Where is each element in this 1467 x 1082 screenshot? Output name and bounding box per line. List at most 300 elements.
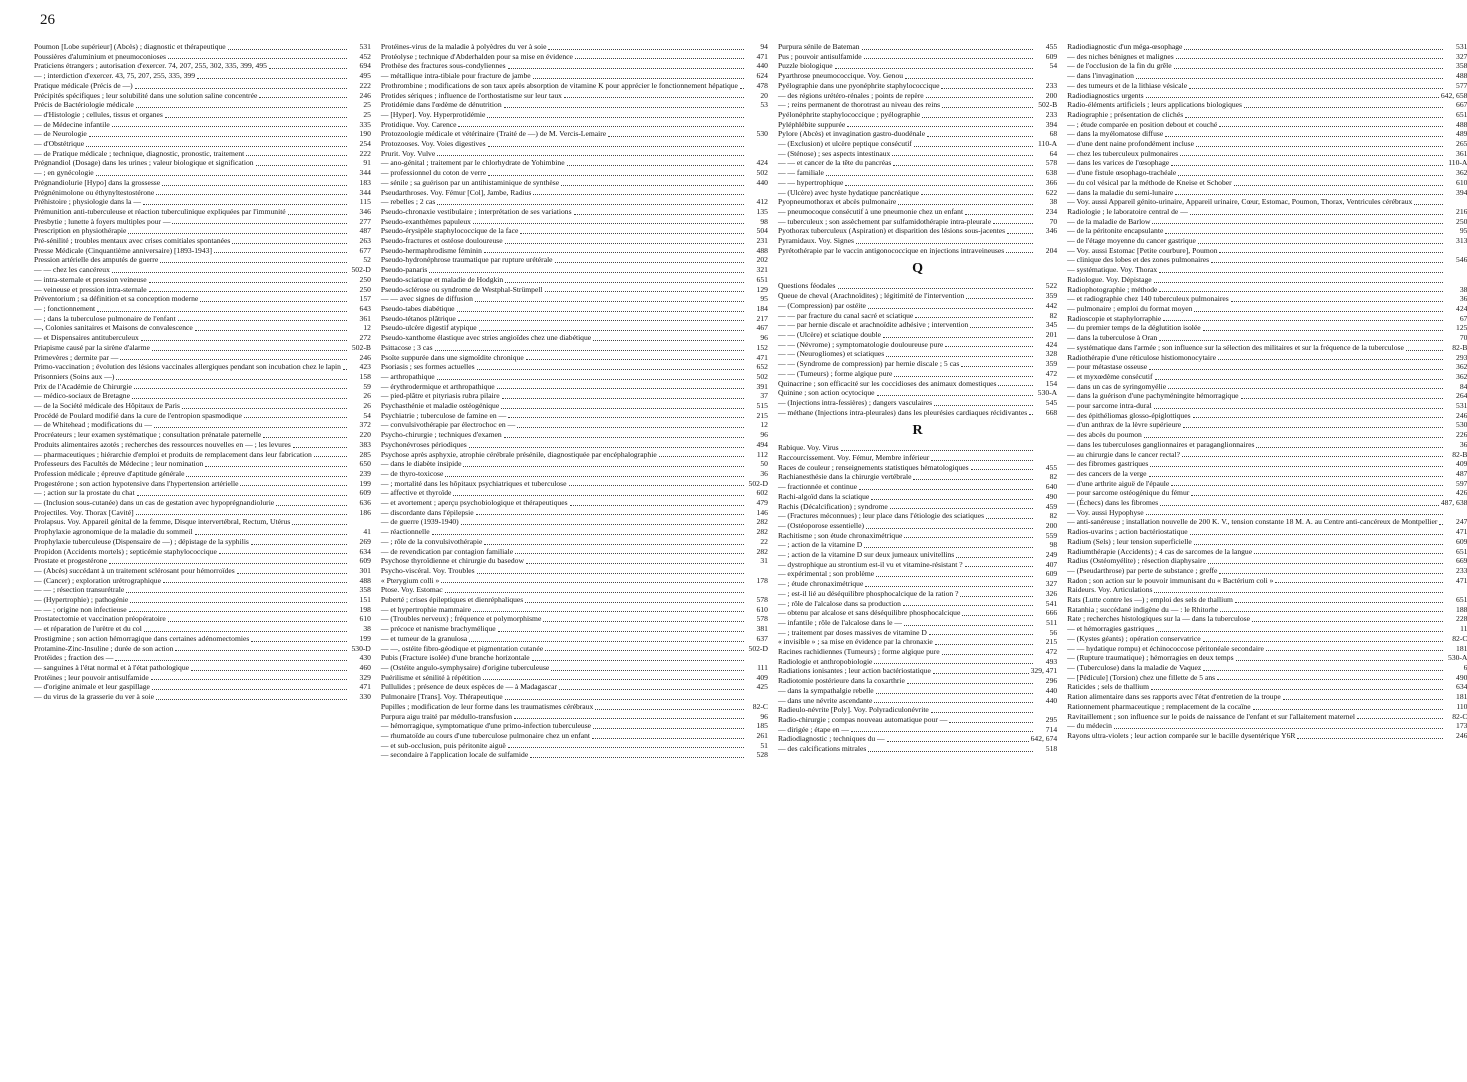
leader-dots [1203, 329, 1444, 331]
index-entry [381, 450, 768, 460]
leader-dots [149, 290, 347, 292]
index-entry [778, 207, 1057, 217]
index-entry [1067, 314, 1467, 324]
index-entry [381, 731, 768, 741]
index-entry [381, 644, 768, 654]
index-entry-term: Rationnement pharmaceutique ; remplacement de la cocaïne [1067, 701, 1251, 711]
index-entry [778, 676, 1057, 686]
index-entry-page: 651 [1456, 546, 1467, 556]
leader-dots [907, 682, 1033, 684]
index-entry-term: — dans les varices de l'œsophage [1067, 158, 1170, 168]
index-entry-page: 246 [359, 90, 371, 100]
index-entry [381, 42, 768, 52]
index-entry-page: 115 [359, 197, 371, 207]
index-entry-term: — pour sarcome ostéogénique du fémur [1067, 488, 1190, 498]
index-entry-page: 502 [756, 371, 768, 381]
index-columns [34, 42, 1467, 1072]
index-entry-page: 157 [359, 294, 371, 304]
leader-dots [163, 581, 347, 583]
index-entry [778, 188, 1057, 198]
index-entry-page: 59 [363, 381, 371, 391]
index-entry [381, 91, 768, 101]
index-entry-term: — (Fractures méconnues) ; leur place dans l'étiologie des sciatiques [777, 511, 985, 521]
index-entry-page: 442 [1045, 300, 1058, 310]
index-entry [381, 129, 768, 139]
index-entry-term: — (Troubles nerveux) ; fréquence et polymorphisme [380, 614, 542, 624]
index-entry-page: 239 [359, 468, 371, 478]
index-entry [381, 158, 768, 168]
index-entry [381, 614, 768, 624]
index-entry-page: 326 [1045, 588, 1058, 598]
index-entry [381, 71, 768, 81]
leader-dots [564, 96, 744, 98]
index-entry-term: Rachis (Décalcification) ; syndrome [777, 501, 888, 511]
index-entry-term: — ; action sur la prostate du chat [34, 488, 135, 498]
index-entry-page: 96 [760, 333, 768, 343]
index-entry [1067, 624, 1467, 634]
leader-dots [1154, 591, 1443, 593]
index-entry [1067, 469, 1467, 479]
index-entry-term: — [Pédicule] (Torsion) chez une fillette de 5 ans [1067, 672, 1216, 682]
leader-dots [904, 624, 1033, 626]
index-entry-term: Pseudo-hermaphrodisme féminin [380, 245, 482, 255]
index-entry-term: — et hypertrophie mammaire [380, 604, 471, 614]
leader-dots [1160, 504, 1439, 506]
index-entry-term: — et réparation de l'urètre et du col [34, 624, 142, 634]
leader-dots [508, 67, 744, 69]
index-entry-page: 233 [1456, 565, 1467, 575]
leader-dots [501, 407, 744, 409]
leader-dots [1163, 319, 1443, 321]
index-entry-page: 489 [1456, 129, 1467, 139]
index-entry [34, 508, 371, 518]
index-entry [1067, 479, 1467, 489]
leader-dots [276, 504, 347, 506]
leader-dots [862, 48, 1034, 50]
leader-dots [1194, 543, 1444, 545]
index-entry [381, 702, 768, 712]
index-entry-page: 226 [1456, 430, 1467, 440]
leader-dots [926, 96, 1034, 98]
index-entry-page: 487, 638 [1440, 498, 1467, 508]
index-entry-term: Prostatectomie et vaccination préopératoire [34, 614, 166, 624]
leader-dots [505, 698, 744, 700]
index-entry-page: 577 [1456, 80, 1467, 90]
leader-dots [1171, 484, 1443, 486]
index-entry [778, 560, 1057, 570]
index-entry-term: Radio-chirurgie ; compas nouveau automatique pour — [777, 715, 948, 724]
leader-dots [1220, 610, 1443, 612]
index-entry [1067, 508, 1467, 518]
index-entry [1067, 285, 1467, 295]
index-entry [778, 120, 1057, 130]
leader-dots [160, 261, 347, 263]
index-entry-term: Protéines ; leur pouvoir antisulfamide [34, 672, 149, 682]
index-entry-page: 190 [359, 129, 371, 139]
leader-dots [497, 387, 744, 389]
index-entry-term: Pylore (Abcès) et invagination gastro-duodénale [777, 129, 926, 139]
leader-dots [933, 672, 1029, 674]
index-entry-term: — médico-sociaux de Bretagne [34, 391, 130, 401]
leader-dots [469, 640, 744, 642]
leader-dots [143, 203, 347, 205]
index-entry-page: 329, 471 [1030, 666, 1058, 676]
leader-dots [893, 164, 1033, 166]
index-entry-page: 54 [363, 410, 371, 420]
index-entry-term: Pseudo-hydronéphrose traumatique par rupture urétérale [380, 255, 553, 265]
index-entry [34, 411, 371, 421]
index-entry-page: 296 [1045, 676, 1058, 686]
index-entry-term: Prolapsus. Voy. Appareil génital de la femme, Disque intervertébral, Rectum, Utérus [34, 517, 291, 527]
index-entry [381, 323, 768, 333]
index-entry-page: 26 [363, 391, 371, 401]
index-entry-term: Prescription en physiothérapie [34, 226, 127, 236]
index-entry [381, 682, 768, 692]
index-entry-term: Praticiens étrangers ; autorisation d'exercer. 74, 207, 255, 302, 335, 399, 495 [34, 61, 267, 71]
leader-dots [886, 355, 1033, 357]
index-entry-page: 642, 658 [1440, 90, 1467, 100]
leader-dots [1178, 174, 1443, 176]
index-entry-term: — arthropathique [380, 371, 435, 381]
leader-dots [864, 546, 1033, 548]
index-entry [778, 492, 1057, 502]
index-entry-page: 344 [359, 187, 371, 197]
index-entry-term: « invisible » ; sa mise en évidence par la chronaxie [777, 637, 933, 647]
index-entry-page: 559 [1045, 530, 1058, 540]
index-entry-term: Psycho-viscéral. Voy. Troubles [380, 565, 475, 575]
index-entry-term: Radiothérapie d'une réticulose histiomonocytaire [1067, 352, 1216, 362]
leader-dots [437, 203, 744, 205]
index-entry [34, 81, 371, 91]
leader-dots [555, 261, 744, 263]
index-entry-term: Presse Médicale (Cinquantième anniversaire) [1893-1943] [34, 245, 212, 255]
index-entry-term: Protéolyse ; technique d'Abderhalden pour sa mise en évidence [380, 51, 573, 61]
leader-dots [965, 213, 1033, 215]
index-entry-page: 494 [756, 439, 768, 449]
index-entry-page: 247 [1456, 517, 1467, 527]
index-entry-term: Protamine-Zinc-Insuline ; durée de son action [34, 643, 174, 653]
index-entry-page: 478 [756, 80, 768, 90]
index-entry-page: 597 [1456, 478, 1467, 488]
leader-dots [865, 585, 1033, 587]
index-entry-page: 609 [359, 488, 371, 498]
leader-dots [868, 307, 1033, 309]
index-entry [381, 188, 768, 198]
index-entry [34, 585, 371, 595]
index-entry-page: 38 [1049, 197, 1058, 207]
index-entry-page: 455 [1045, 462, 1058, 472]
index-entry-term: Produits alimentaires azotés ; recherches des ressources nouvelles en — ; les levures [34, 439, 291, 449]
index-entry-term: — dans une névrite ascendante [777, 695, 873, 705]
index-entry-term: Procédé de Poulard modifié dans la cure de l'entropion spasmodique [34, 410, 242, 420]
index-entry-term: — pharmaceutiques ; hiérarchie d'emploi et produits de remplacement dans leur fabrication [34, 449, 312, 459]
index-entry [778, 291, 1057, 301]
index-entry [34, 440, 371, 450]
index-entry [381, 585, 768, 595]
index-entry-page: 502-D [351, 265, 371, 275]
index-entry-page: 151 [359, 595, 371, 605]
index-entry-page: 440 [756, 177, 768, 187]
index-entry [1067, 673, 1467, 683]
leader-dots [913, 478, 1033, 480]
leader-dots [922, 116, 1033, 118]
leader-dots [966, 297, 1033, 299]
index-entry [1067, 197, 1467, 207]
index-entry-page: 6 [1463, 663, 1467, 672]
index-entry [1067, 595, 1467, 605]
index-entry [778, 408, 1057, 418]
index-entry-page: 12 [363, 323, 371, 333]
index-entry [1067, 372, 1467, 382]
index-entry-term: — sanguines à l'état normal et à l'état pathologique [34, 663, 189, 672]
index-entry-page: 545 [1045, 397, 1058, 407]
index-entry-term: Pratique médicale (Précis de —) [34, 80, 133, 90]
leader-dots [548, 48, 744, 50]
index-entry-term: Psychose après asphyxie, atrophie cérébrale présénile, diagnostiquée par encéphalographie [380, 449, 657, 459]
index-entry-term: — (Ostéite angulo-symphysaire) d'origine tuberculeuse [380, 663, 550, 672]
index-entry [778, 686, 1057, 696]
index-entry [381, 420, 768, 430]
index-entry [1067, 634, 1467, 644]
leader-dots [1256, 446, 1443, 448]
index-entry-term: Raticides ; sels de thallium [1067, 682, 1150, 692]
leader-dots [156, 698, 347, 700]
index-entry-term: — — familiale [777, 168, 824, 178]
leader-dots [445, 475, 744, 477]
index-entry [778, 168, 1057, 178]
index-entry-term: — (Compression) par ostéite [777, 300, 866, 310]
leader-dots [904, 536, 1033, 538]
index-entry-term: — (Échecs) dans les fibromes [1067, 498, 1159, 508]
index-entry-page: 188 [1456, 604, 1467, 614]
index-entry [34, 547, 371, 557]
index-entry [381, 372, 768, 382]
index-entry-term: — dans les tuberculoses ganglionnaires et paraganglionnaires [1067, 439, 1255, 449]
index-entry-term: Pullulides ; présence de deux espèces de — à Madagascar [380, 682, 557, 692]
index-entry [778, 71, 1057, 81]
index-entry [778, 330, 1057, 340]
leader-dots [473, 610, 744, 612]
index-column-3 [778, 42, 1057, 1072]
index-entry [1067, 333, 1467, 343]
index-entry [1067, 61, 1467, 71]
index-entry-term: — clinique des lobes et des zones pulmonaires [1067, 255, 1210, 265]
leader-dots [877, 394, 1034, 396]
index-entry-page: 636 [359, 498, 371, 508]
leader-dots [1219, 125, 1443, 127]
index-entry-page: 20 [760, 90, 768, 100]
index-entry [778, 734, 1057, 744]
index-entry-page: 531 [1456, 401, 1467, 411]
leader-dots [740, 87, 744, 89]
leader-dots [214, 251, 347, 253]
index-entry-term: Psoïte suppurée dans une sigmoïdite chronique [380, 352, 524, 362]
leader-dots [851, 730, 1033, 732]
index-entry-page: 184 [756, 303, 768, 313]
index-entry [381, 285, 768, 295]
index-entry-term: — Voy. aussi Estomac [Petite courbure], Poumon [1067, 245, 1218, 255]
index-entry-term: — ; action de la vitamine D sur deux jumeaux univitellins [777, 550, 955, 560]
leader-dots [504, 106, 744, 108]
index-entry [1067, 91, 1467, 101]
index-entry-term: Rachitisme ; son étude chronaximétrique [777, 530, 903, 540]
index-entry-page: 452 [359, 51, 371, 61]
index-entry-page: 409 [756, 672, 768, 682]
leader-dots [1234, 184, 1444, 186]
index-entry-term: — du virus de la grasserie du ver à soie [34, 692, 154, 702]
index-entry-page: 487 [1456, 468, 1467, 478]
index-entry-page: 479 [756, 498, 768, 508]
index-entry-term: Pyrétothérapie par le vaccin antigonococcique en injections intraveineuses [777, 245, 1005, 255]
index-entry-term: Protozoologie médicale et vétérinaire (Traité de —) de M. Vercis-Lemaire [380, 129, 607, 139]
leader-dots [659, 455, 744, 457]
leader-dots [971, 468, 1034, 470]
index-entry-term: Pyléphlébite suppurée [777, 119, 846, 129]
leader-dots [898, 203, 1033, 205]
index-entry [34, 120, 371, 130]
leader-dots [240, 484, 346, 486]
index-entry-page: 321 [756, 265, 768, 275]
index-entry [1067, 712, 1467, 722]
index-entry [778, 388, 1057, 398]
index-entry-page: 530-D [351, 643, 371, 653]
index-entry-term: — dirigée ; étape en — [777, 724, 849, 734]
index-entry [778, 100, 1057, 110]
leader-dots [1136, 77, 1444, 79]
leader-dots [441, 581, 744, 583]
index-entry [34, 197, 371, 207]
index-entry-term: Radium (Sels) ; leur tension superficielle [1067, 536, 1192, 546]
index-entry-page: 26 [363, 401, 371, 411]
index-entry-term: Prophylaxie agronomique de la maladie du sommeil [34, 527, 193, 537]
index-entry-term: Purpura aigu traité par médullo-transfusion [380, 711, 513, 721]
leader-dots [89, 135, 347, 137]
index-entry-term: — d'une fistule œsophago-trachéale [1067, 168, 1177, 178]
leader-dots [292, 523, 347, 525]
index-entry-page: 471 [359, 682, 371, 692]
index-entry-term: Raccourcissement. Voy. Fémur, Membre inférieur [777, 453, 930, 463]
leader-dots [168, 620, 347, 622]
leader-dots [484, 543, 744, 545]
index-entry-term: — obtenu par alcalose et sans déséquilibre phosphocalcique [777, 608, 961, 618]
index-entry-page: 394 [1045, 119, 1058, 129]
index-entry-page: 84 [1459, 381, 1467, 391]
index-entry-page: 11 [1460, 624, 1467, 634]
index-entry-page: 249 [1045, 550, 1058, 560]
index-entry-term: Préventorium ; sa définition et sa conception moderne [34, 294, 199, 304]
index-entry-page: 666 [1045, 608, 1058, 618]
leader-dots [525, 601, 744, 603]
leader-dots [1175, 193, 1443, 195]
index-entry-page: 467 [756, 323, 768, 333]
index-entry [778, 579, 1057, 589]
index-entry-term: — des niches bénignes et malignes [1067, 51, 1174, 61]
index-entry-page: 152 [756, 342, 768, 352]
leader-dots [942, 653, 1034, 655]
index-entry-page: 530 [756, 129, 768, 139]
index-entry [1067, 246, 1467, 256]
index-entry-page: 154 [1045, 378, 1058, 388]
index-entry-page: 216 [1456, 206, 1467, 216]
index-entry [1067, 42, 1467, 52]
index-entry-term: — dans un cas de syringomyélie [1067, 381, 1167, 391]
index-entry-term: Puérilisme et sénilité à répétition [380, 672, 481, 682]
leader-dots [228, 48, 347, 50]
index-entry-page: 578 [756, 595, 768, 605]
index-entry [381, 304, 768, 314]
index-entry-page: 173 [1456, 721, 1467, 731]
leader-dots [175, 649, 347, 651]
leader-dots [574, 213, 744, 215]
index-entry-page: 440 [1045, 685, 1058, 695]
index-entry [34, 207, 371, 217]
index-entry-page: 383 [359, 439, 371, 449]
leader-dots [1150, 465, 1443, 467]
index-entry [34, 459, 371, 469]
index-entry [34, 353, 371, 363]
index-entry-term: Pseudo-tabes diabétique [380, 303, 455, 313]
leader-dots [532, 659, 744, 661]
index-entry-page: 54 [1049, 61, 1058, 71]
index-entry-term: Questions féodales [777, 281, 836, 291]
leader-dots [515, 552, 744, 554]
index-entry-page: 146 [756, 507, 768, 517]
leader-dots [484, 251, 744, 253]
index-entry-page: 409 [1456, 459, 1467, 469]
index-entry-term: — (Inclusion sous-cutanée) dans un cas de gestation avec hypoprégnandiolurie [34, 498, 275, 508]
leader-dots [935, 643, 1033, 645]
index-entry-page: 471 [756, 352, 768, 362]
leader-dots [134, 387, 347, 389]
leader-dots [1275, 581, 1443, 583]
index-entry-page: 200 [1045, 90, 1058, 100]
index-entry [778, 61, 1057, 71]
index-entry-term: — [Hyper]. Voy. Hyperprotidémie [380, 109, 486, 119]
index-entry [34, 692, 371, 702]
leader-dots [269, 67, 347, 69]
leader-dots [545, 290, 744, 292]
index-entry-page: 228 [1456, 614, 1467, 624]
index-entry-page: 110-A [1448, 158, 1467, 168]
index-entry-page: 490 [1045, 491, 1058, 501]
leader-dots [1006, 251, 1033, 253]
leader-dots [458, 319, 744, 321]
index-entry-page: 622 [1045, 187, 1058, 197]
leader-dots [1168, 387, 1443, 389]
index-entry-term: Pyélonéphrite staphylococcique ; pyélographie [777, 109, 921, 119]
index-entry-term: — ; traitement par doses massives de vitamine D [777, 627, 927, 637]
index-entry-term: Queue de cheval (Arachnoïdites) ; légitimité de l'intervention [777, 291, 965, 301]
index-entry-term: — ; rôle de l'alcalose dans sa production [777, 598, 901, 608]
index-entry-page: 96 [760, 711, 768, 721]
index-entry-term: Pseudo-tétanos plâtrique [380, 313, 456, 323]
index-entry-term: Pus ; pouvoir antisulfamide [777, 51, 862, 61]
index-entry-term: Pseudo-sclérose ou syndrome de Westphal-Strümpell [380, 284, 543, 294]
leader-dots [961, 365, 1033, 367]
leader-dots [570, 504, 744, 506]
index-entry [381, 382, 768, 392]
index-entry-term: Radius (Ostéomyélite) ; résection diaphysaire [1067, 556, 1206, 566]
index-entry-page: 56 [1049, 627, 1058, 637]
index-entry-page: 359 [1045, 359, 1058, 369]
leader-dots [1218, 358, 1443, 360]
leader-dots [915, 316, 1033, 318]
index-entry-term: Prothèse des fractures sous-condyliennes [380, 61, 506, 71]
index-entry [1067, 517, 1467, 527]
index-entry-page: 70 [1049, 216, 1058, 226]
index-entry-term: — (Cancer) ; exploration urétrographique [34, 575, 161, 585]
leader-dots [473, 222, 744, 224]
